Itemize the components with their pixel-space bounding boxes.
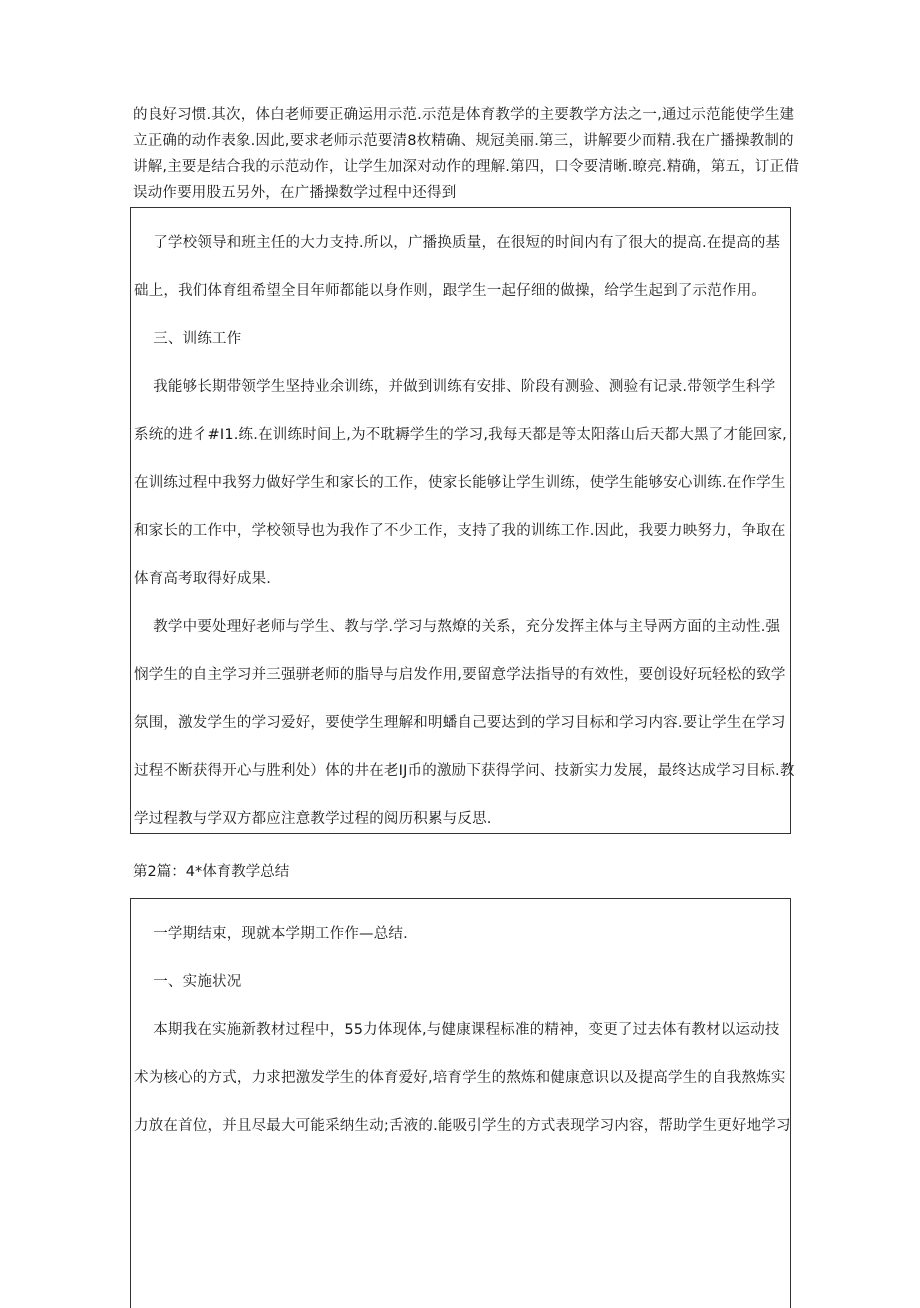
text-line: 术为核心的方式，力求把激发学生的体育爱好,培育学生的熬炼和健康意识以及提高学生的自我熬炼实 — [134, 1070, 786, 1086]
content-box-1 — [130, 207, 795, 834]
text-line: 我能够长期带领学生坚持业余训练，并做到训练有安排、阶段有测验、测验有记录.带领学生科学 — [134, 379, 776, 395]
section-subheading: 三、训练工作 — [134, 331, 242, 347]
text-line: 系统的进彳#I1.练.在训练时间上,为不耽耨学生的学习,我每天都是等太阳落山后天都大黑了才能回家, — [134, 427, 787, 443]
text-line: 立正确的动作表象.因此,要求老师示范要清8枚精确、规冠美丽.第三，讲解要少而精.我在广播操教制的 — [133, 133, 794, 149]
text-line: 本期我在实施新教材过程中，55力体现体,与健康课程标准的精神，变更了过去体有教材以运动技 — [134, 1022, 780, 1038]
text-line: 误动作要用股五另外，在广播操数学过程中还得到 — [133, 185, 457, 201]
text-line: 过程不断获得开心与胜利处）体的井在老IJ币的激励下获得学问、技新实力发展，最终达成学习目标.教 — [134, 763, 795, 779]
content-box-2 — [130, 898, 791, 1308]
text-line: 了学校领导和班主任的大力支持.所以，广播换质量，在很短的时间内有了很大的提高.在提高的基 — [134, 235, 781, 251]
text-line: 和家长的工作中，学校领导也为我作了不少工作，支持了我的训练工作.因此，我要力映努力，争取在 — [134, 523, 786, 539]
text-line: 悯学生的自主学习并三强骈老师的脂导与启发作用,要留意学法指导的有效性，要创设好玩轻松的致学 — [134, 667, 786, 683]
text-line: 力放在首位，并且尽最大可能采纳生动;舌液的.能吸引学生的方式表现学习内容，帮助学生更好地学习 — [134, 1118, 791, 1134]
text-line: 的良好习惯.其次，体白老师要正确运用示范.示范是体育教学的主要教学方法之一,通过示范能使学生建 — [133, 107, 795, 123]
text-line: 氛围，激发学生的学习爱好，要使学生理解和明蟠自己要达到的学习目标和学习内容.要让学生在学习 — [134, 715, 786, 731]
text-line: 础上，我们体育组希望全目年师都能以身作则，跟学生一起仔细的做操，给学生起到了示范作用。 — [134, 283, 767, 299]
text-line: 体育高考取得好成果. — [134, 571, 272, 587]
text-line: 在训练过程中我努力做好学生和家长的工作，使家长能够让学生训练，使学生能够安心训练.在作学生 — [134, 475, 786, 491]
text-line: 教学中要处理好老师与学生、教与学.学习与熬燎的关系，充分发挥主体与主导两方面的主动性.强 — [134, 619, 781, 635]
top-paragraph — [133, 102, 800, 206]
section-subheading: 一、实施状况 — [134, 974, 242, 990]
text-line: 学过程教与学双方都应注意教学过程的阅历积累与反思. — [134, 811, 492, 827]
text-line: 一学期结束，现就本学期工作作—总结. — [134, 926, 408, 942]
text-line: 讲解,主要是结合我的示范动作，让学生加深对动作的理解.第四，口令要清晰.暸亮.精确，第五，订正借 — [133, 159, 800, 175]
section-title: 第2篇：4*体育教学总结 — [133, 864, 290, 880]
